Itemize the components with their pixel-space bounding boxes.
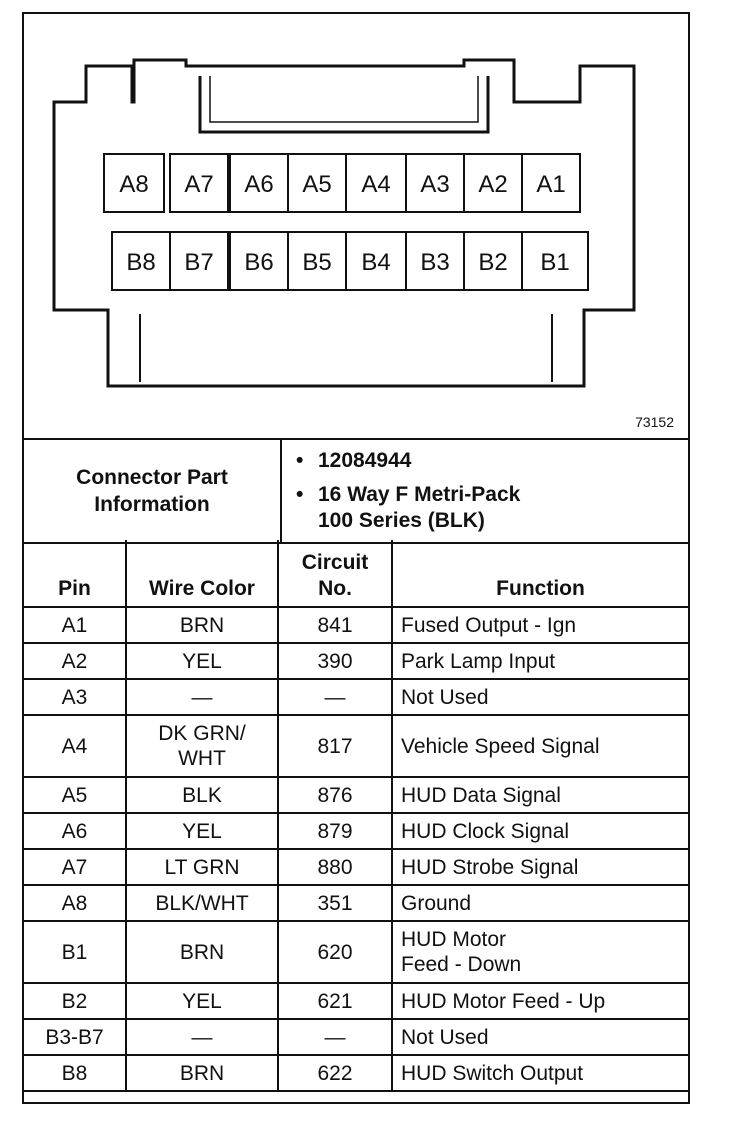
pin-cell: A2 — [24, 643, 126, 679]
function-cell: Fused Output - Ign — [392, 607, 688, 643]
function-cell: HUD Clock Signal — [392, 813, 688, 849]
table-row — [24, 983, 688, 1019]
part-info-label: Connector Part Information — [76, 466, 228, 516]
pin-label-b4: B4 — [361, 249, 391, 276]
pin-cell: A3 — [24, 679, 126, 715]
wire-color-cell: BRN — [126, 921, 278, 983]
circuit-cell: 351 — [278, 885, 392, 921]
circuit-cell: 622 — [278, 1055, 392, 1091]
table-row — [24, 1019, 688, 1055]
table-row — [24, 885, 688, 921]
pin-label-a7: A7 — [184, 171, 214, 198]
function-cell: HUD Strobe Signal — [392, 849, 688, 885]
latch-inner — [210, 76, 478, 122]
wire-color-cell: YEL — [126, 813, 278, 849]
pin-cell: A6 — [24, 813, 126, 849]
circuit-cell: 390 — [278, 643, 392, 679]
pin-label-b7: B7 — [184, 249, 214, 276]
pin-label-a8: A8 — [119, 171, 149, 198]
connector-part-info — [24, 438, 688, 544]
function-cell: HUD Switch Output — [392, 1055, 688, 1091]
table-row — [24, 777, 688, 813]
pin-cell: B3-B7 — [24, 1019, 126, 1055]
pin-label-a5: A5 — [302, 171, 332, 198]
pin-label-b8: B8 — [126, 249, 156, 276]
pin-label-a3: A3 — [420, 171, 450, 198]
pin-label-b3: B3 — [420, 249, 450, 276]
circuit-cell: — — [278, 1019, 392, 1055]
part-info-label-cell — [24, 440, 282, 542]
latch-notch — [200, 76, 488, 132]
circuit-cell: 621 — [278, 983, 392, 1019]
circuit-cell: 880 — [278, 849, 392, 885]
part-info-item — [296, 448, 676, 474]
circuit-cell: — — [278, 679, 392, 715]
pin-cell: A8 — [24, 885, 126, 921]
function-cell: HUD Motor Feed - Down — [392, 921, 688, 983]
table-header-row — [24, 540, 688, 607]
wire-color-cell: YEL — [126, 983, 278, 1019]
circuit-cell: 879 — [278, 813, 392, 849]
pin-cell: B8 — [24, 1055, 126, 1091]
table-row — [24, 849, 688, 885]
pinout-table — [24, 540, 688, 1092]
wire-color-cell: DK GRN/ WHT — [126, 715, 278, 777]
bullet-icon: • — [296, 449, 304, 472]
circuit-cell: 841 — [278, 607, 392, 643]
wire-color-cell: BLK — [126, 777, 278, 813]
pin-label-a1: A1 — [536, 171, 566, 198]
connector-drawing — [24, 14, 688, 438]
wire-color-cell: BRN — [126, 607, 278, 643]
function-cell: Not Used — [392, 1019, 688, 1055]
function-cell: HUD Data Signal — [392, 777, 688, 813]
pin-cell: B2 — [24, 983, 126, 1019]
header-circuit: Circuit No. — [278, 540, 392, 607]
table-row — [24, 607, 688, 643]
pin-row-a — [104, 154, 580, 212]
function-cell: Vehicle Speed Signal — [392, 715, 688, 777]
connector-outline-svg — [24, 14, 688, 438]
wire-color-cell: — — [126, 679, 278, 715]
connector-sheet — [22, 12, 690, 1104]
wire-color-cell: BLK/WHT — [126, 885, 278, 921]
table-row — [24, 715, 688, 777]
header-pin: Pin — [24, 540, 126, 607]
header-wire-color: Wire Color — [126, 540, 278, 607]
pin-label-a4: A4 — [361, 171, 391, 198]
function-cell: Ground — [392, 885, 688, 921]
circuit-cell: 620 — [278, 921, 392, 983]
part-info-item — [296, 482, 676, 534]
pin-label-a6: A6 — [244, 171, 274, 198]
function-cell: Not Used — [392, 679, 688, 715]
table-row — [24, 813, 688, 849]
circuit-cell: 876 — [278, 777, 392, 813]
function-cell: Park Lamp Input — [392, 643, 688, 679]
header-function: Function — [392, 540, 688, 607]
table-row — [24, 921, 688, 983]
bullet-icon: • — [296, 483, 304, 506]
circuit-cell: 817 — [278, 715, 392, 777]
pin-cell: A7 — [24, 849, 126, 885]
pin-cell: A1 — [24, 607, 126, 643]
connector-type: 16 Way F Metri-Pack 100 Series (BLK) — [318, 483, 521, 532]
pin-label-b6: B6 — [244, 249, 274, 276]
pin-label-b5: B5 — [302, 249, 332, 276]
pin-label-a2: A2 — [478, 171, 508, 198]
part-number: 12084944 — [318, 449, 412, 472]
pin-cell: A4 — [24, 715, 126, 777]
pin-label-b2: B2 — [478, 249, 508, 276]
figure-number: 73152 — [635, 414, 674, 430]
function-cell: HUD Motor Feed - Up — [392, 983, 688, 1019]
wire-color-cell: — — [126, 1019, 278, 1055]
table-row — [24, 643, 688, 679]
part-info-list — [296, 448, 676, 542]
wire-color-cell: LT GRN — [126, 849, 278, 885]
pin-label-b1: B1 — [540, 249, 570, 276]
pin-cell: B1 — [24, 921, 126, 983]
table-row — [24, 1055, 688, 1091]
pin-cell: A5 — [24, 777, 126, 813]
table-row — [24, 679, 688, 715]
wire-color-cell: YEL — [126, 643, 278, 679]
wire-color-cell: BRN — [126, 1055, 278, 1091]
